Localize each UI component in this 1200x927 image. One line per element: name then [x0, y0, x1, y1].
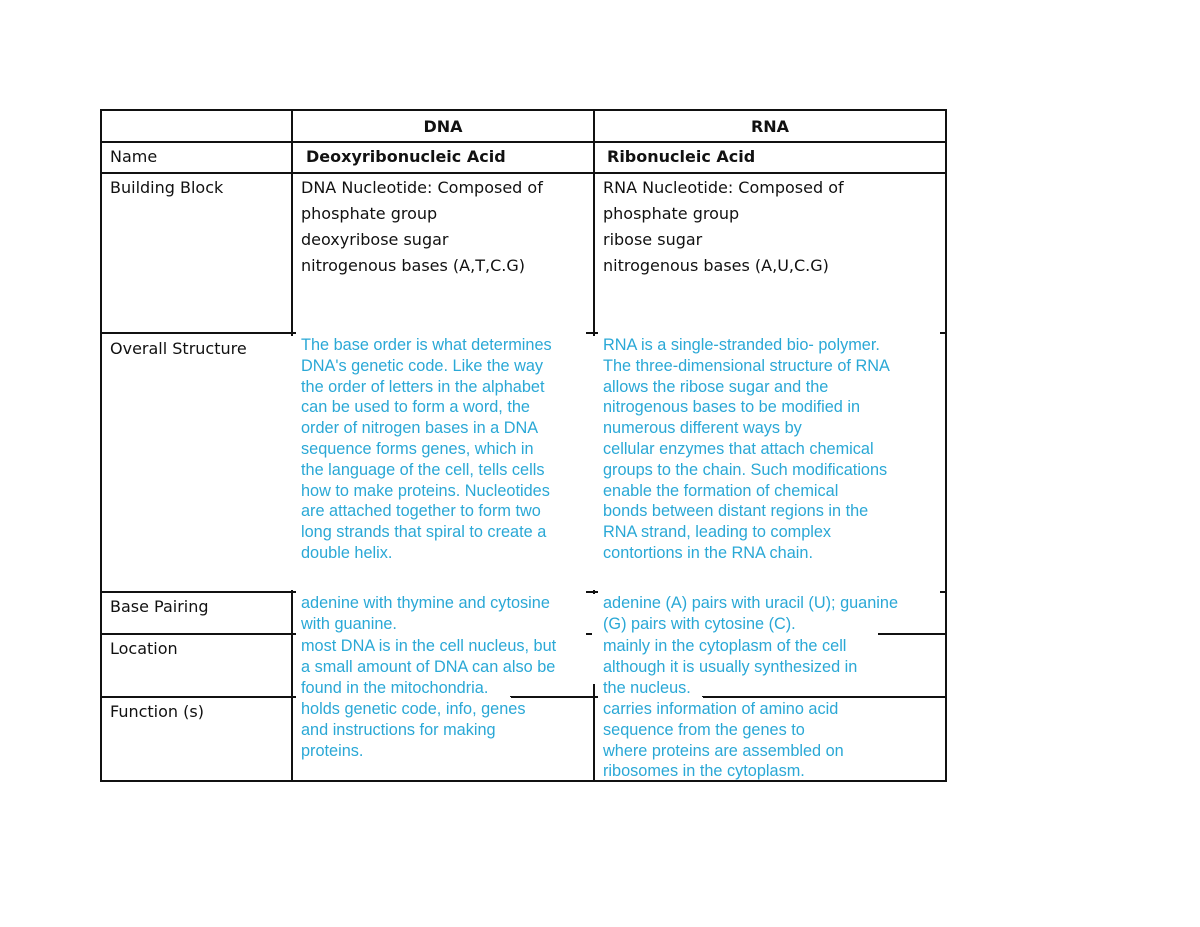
rna-overall-structure: RNA is a single-stranded bio- polymer. The three-dimensional structure of RNA allows the ribose sugar and the nitrogenous bases to be modified in numerous different ways by cellular enzymes that attach chemical groups to the chain. Such modifications enable the formation of chemical bonds between distant regions in the RNA strand, leading to complex contortions in the RNA chain. [603, 336, 890, 562]
header-dna: DNA [423, 117, 463, 136]
fill-underline [510, 696, 558, 697]
dna-overall-structure: The base order is what determines DNA's genetic code. Like the way the order of letters in the alphabet can be used to form a word, the order of nitrogen bases in a DNA sequence forms genes, which in the language of the cell, tells cells how to make proteins. Nucleotides are attached together to form two long strands that spiral to create a double helix. [301, 336, 552, 562]
row-label-overall-structure: Overall Structure [110, 339, 247, 358]
fill-underline [702, 696, 872, 697]
row-divider-name [100, 172, 947, 174]
dna-location: most DNA is in the cell nucleus, but a small amount of DNA can also be found in the mitochondria. [301, 637, 557, 697]
row-label-base-pairing: Base Pairing [110, 597, 209, 616]
header-rna: RNA [750, 117, 790, 136]
dna-name: Deoxyribonucleic Acid [306, 147, 506, 166]
row-label-function: Function (s) [110, 702, 204, 721]
gridline-gap [592, 594, 598, 684]
rna-building-block: RNA Nucleotide: Composed of phosphate group ribose sugar nitrogenous bases (A,U,C.G) [603, 178, 844, 275]
dna-function: holds genetic code, info, genes and instructions for making proteins. [301, 700, 526, 760]
rna-location: mainly in the cytoplasm of the cell although it is usually synthesized in the nucleus. [603, 637, 858, 697]
row-label-name: Name [110, 147, 158, 166]
fill-underline [834, 780, 874, 781]
dna-base-pairing: adenine with thymine and cytosine with guanine. [301, 594, 550, 633]
gridline-gap [592, 336, 598, 590]
gridline-gap [290, 336, 296, 590]
row-divider-header [100, 141, 947, 143]
dna-building-block: DNA Nucleotide: Composed of phosphate group deoxyribose sugar nitrogenous bases (A,T,C.G) [301, 178, 543, 275]
row-label-building-block: Building Block [110, 178, 224, 197]
rna-name: Ribonucleic Acid [607, 147, 756, 166]
rna-function: carries information of amino acid sequence from the genes to where proteins are assembled on ribosomes in the cytoplasm. [603, 700, 844, 781]
row-label-location: Location [110, 639, 178, 658]
rna-base-pairing: adenine (A) pairs with uracil (U); guanine (G) pairs with cytosine (C). [603, 594, 899, 633]
